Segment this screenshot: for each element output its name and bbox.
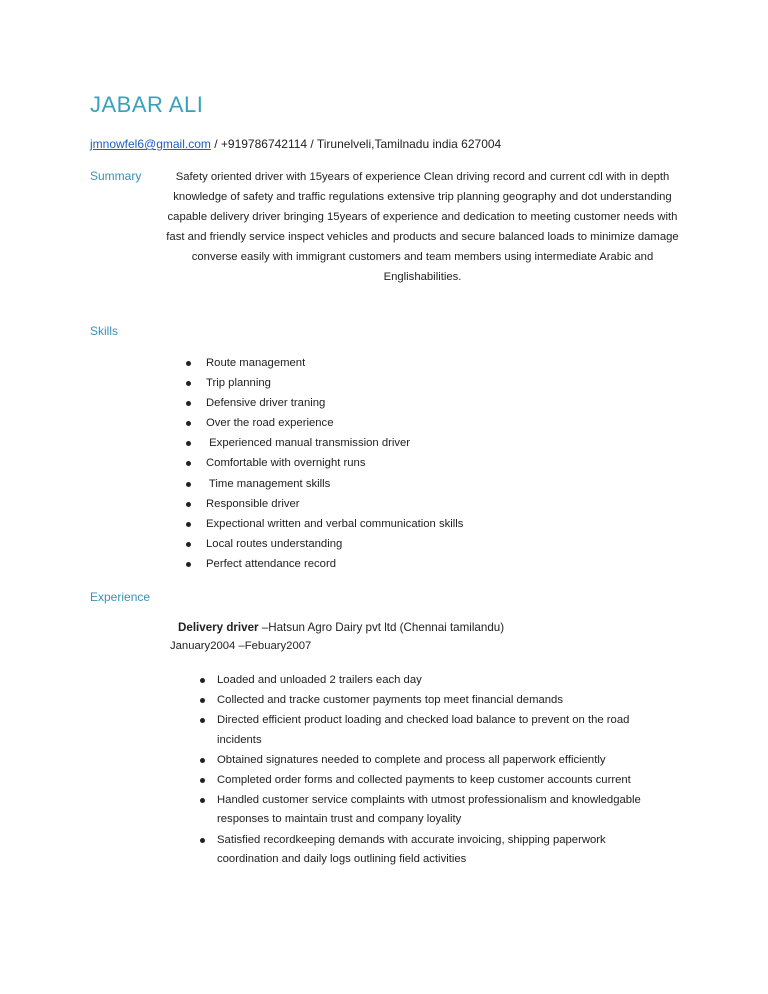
email-link[interactable]: jmnowfel6@gmail.com bbox=[90, 137, 211, 151]
job-dates: January2004 –Febuary2007 bbox=[170, 640, 312, 652]
job-title: Delivery driver bbox=[178, 621, 259, 634]
bullet-icon bbox=[200, 778, 205, 783]
duty-item: Satisfied recordkeeping demands with accurate invoicing, shipping paperwork coordination and daily logs outlining field activities bbox=[217, 831, 667, 870]
bullet-icon bbox=[186, 441, 191, 446]
skill-item: Route management bbox=[206, 355, 463, 375]
bullet-icon bbox=[186, 361, 191, 366]
skill-item: Defensive driver traning bbox=[206, 395, 463, 415]
skill-item: Trip planning bbox=[206, 375, 463, 395]
skill-item: Expectional written and verbal communication skills bbox=[206, 516, 463, 536]
skill-item: Responsible driver bbox=[206, 496, 463, 516]
bullet-icon bbox=[200, 698, 205, 703]
bullet-icon bbox=[200, 798, 205, 803]
experience-heading: Experience bbox=[90, 590, 151, 604]
job-company: –Hatsun Agro Dairy pvt ltd (Chennai tamilandu) bbox=[258, 621, 505, 634]
skill-item: Over the road experience bbox=[206, 415, 463, 435]
bullet-icon bbox=[186, 401, 191, 406]
bullet-icon bbox=[186, 502, 191, 507]
bullet-icon bbox=[186, 482, 191, 487]
contact-details: / +919786742114 / Tirunelveli,Tamilnadu india 627004 bbox=[210, 137, 502, 151]
skill-item: Experienced manual transmission driver bbox=[206, 435, 463, 455]
bullet-icon bbox=[200, 678, 205, 683]
bullet-icon bbox=[200, 758, 205, 763]
skill-item: Local routes understanding bbox=[206, 536, 463, 556]
contact-line bbox=[90, 137, 501, 151]
summary-heading: Summary bbox=[90, 169, 142, 183]
bullet-icon bbox=[186, 542, 191, 547]
duty-item: Completed order forms and collected payments to keep customer accounts current bbox=[217, 771, 667, 791]
duty-item: Obtained signatures needed to complete and process all paperwork efficiently bbox=[217, 751, 667, 771]
duty-item: Collected and tracke customer payments top meet financial demands bbox=[217, 691, 667, 711]
bullet-icon bbox=[200, 718, 205, 723]
skills-heading: Skills bbox=[90, 324, 119, 338]
bullet-icon bbox=[186, 381, 191, 386]
duties-list bbox=[217, 671, 667, 870]
skill-item: Perfect attendance record bbox=[206, 556, 463, 576]
skill-item: Time management skills bbox=[206, 476, 463, 496]
duty-item: Handled customer service complaints with utmost professionalism and knowledgable responses to maintain trust and company loyality bbox=[217, 791, 667, 830]
bullet-icon bbox=[186, 421, 191, 426]
bullet-icon bbox=[186, 562, 191, 567]
duty-item: Loaded and unloaded 2 trailers each day bbox=[217, 671, 667, 691]
candidate-name: JABAR ALI bbox=[90, 92, 204, 117]
summary-text: Safety oriented driver with 15years of experience Clean driving record and current cdl with in depth knowledge of safety and traffic regulations extensive trip planning geography and dot understanding capable delivery driver bringing 15years of experience and dedication to meeting customer needs with fast and friendly service inspect vehicles and products and secure balanced loads to minimize damage converse easily with immigrant customers and team members using intermediate Arabic and Englishabilities. bbox=[166, 171, 679, 283]
duty-item: Directed efficient product loading and checked load balance to prevent on the road incidents bbox=[217, 711, 667, 750]
skill-item: Comfortable with overnight runs bbox=[206, 455, 463, 475]
job-title-line bbox=[178, 621, 504, 634]
skills-list bbox=[206, 355, 463, 576]
bullet-icon bbox=[200, 838, 205, 843]
bullet-icon bbox=[186, 461, 191, 466]
bullet-icon bbox=[186, 522, 191, 527]
